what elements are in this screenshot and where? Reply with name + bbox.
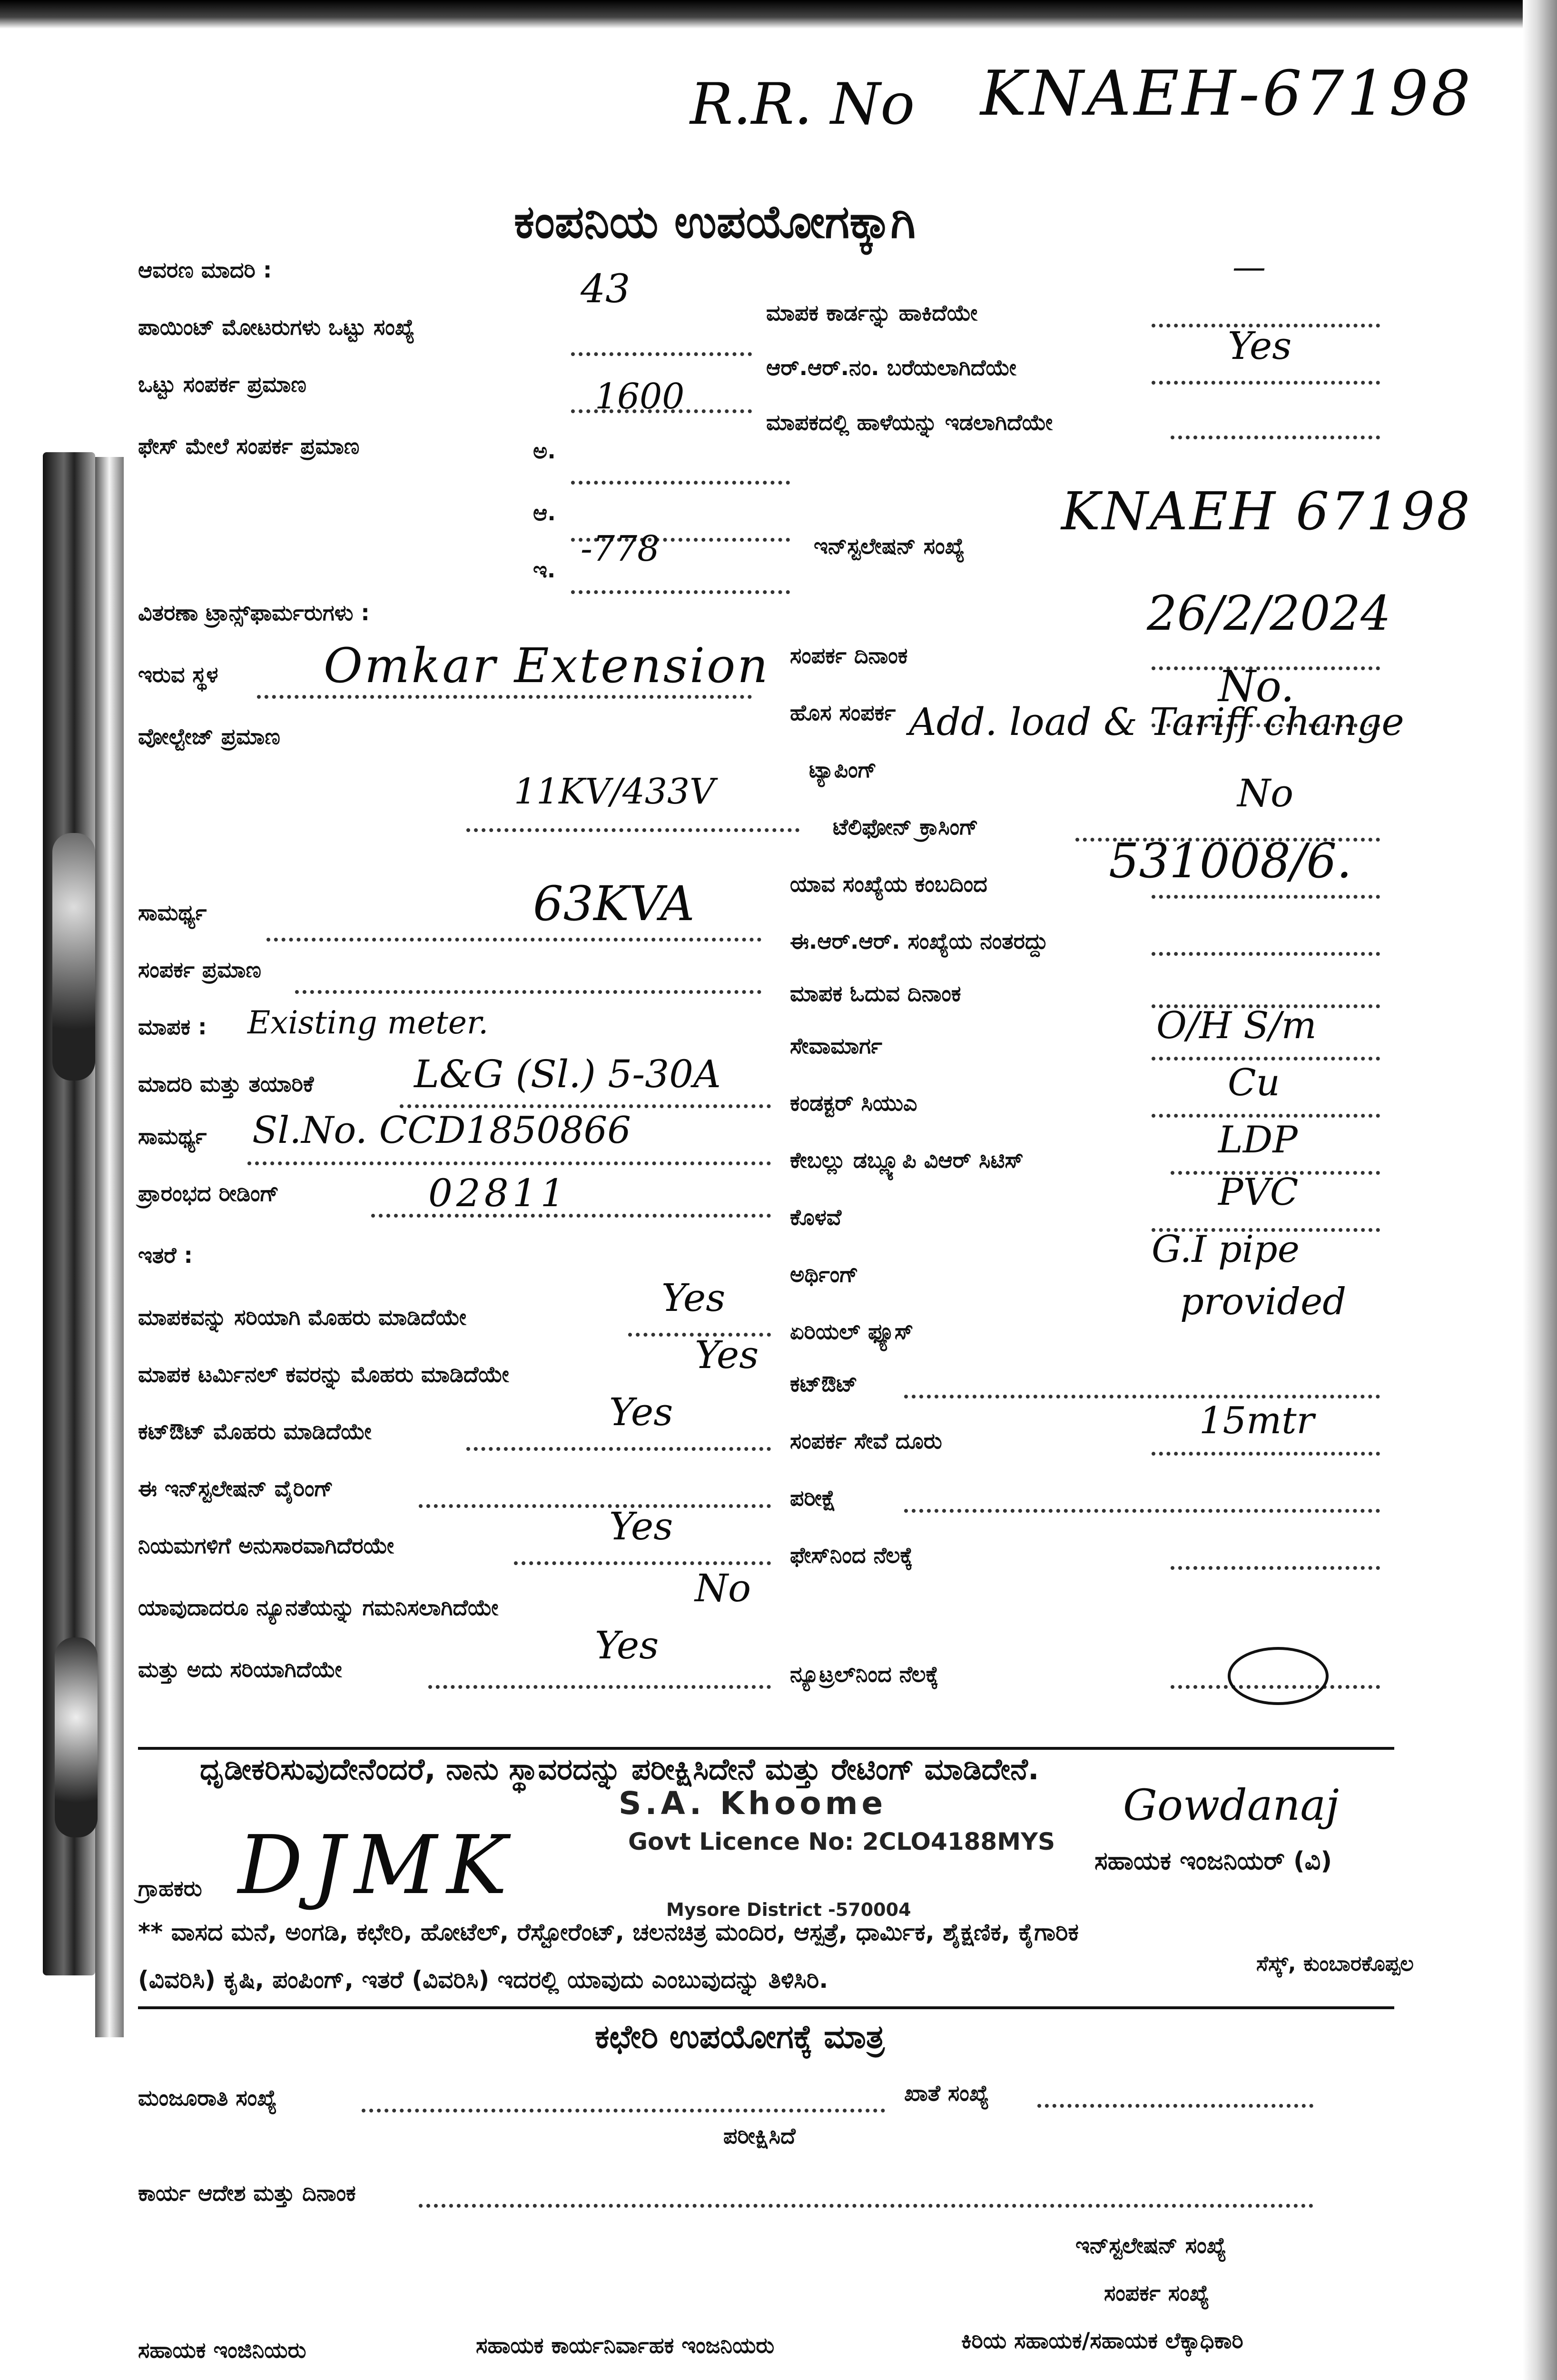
meter-sealed-value: Yes bbox=[661, 1276, 726, 1320]
is-correct-line bbox=[428, 1685, 771, 1689]
certification-rule-bottom bbox=[138, 2006, 1394, 2009]
voltage-line bbox=[466, 828, 799, 832]
tapping-value: Add. load & Tariff change bbox=[909, 700, 1404, 744]
transformer-heading: ವಿತರಣಾ ಟ್ರಾನ್ಸ್‌ಫಾರ್ಮರುಗಳು : bbox=[138, 600, 370, 625]
stamp-district: Mysore District -570004 bbox=[666, 1899, 911, 1920]
voltage-value: 11KV/433V bbox=[514, 771, 715, 812]
location-label: ಇರುವ ಸ್ಥಳ bbox=[138, 662, 218, 687]
capacity-line bbox=[266, 938, 761, 942]
point-motors-label: ಪಾಯಿಂಟ್ ಮೋಟರುಗಳು ಒಟ್ಟು ಸಂಖ್ಯೆ bbox=[138, 314, 415, 340]
service-distance-line bbox=[1152, 1452, 1380, 1456]
aerial-fuse-label: ಏರಿಯಲ್ ಫ್ಯೂಸ್ bbox=[790, 1319, 914, 1344]
cable-label: ಕೇಬಲ್ಲು ಡಬ್ಲ್ಯೂಪಿ ವಿಆರ್ ಸಿಟಿಸ್ bbox=[790, 1147, 1024, 1173]
rules-conform-value: Yes bbox=[609, 1504, 673, 1548]
rules-conform-line bbox=[514, 1561, 771, 1565]
test-label: ಪರೀಕ್ಷೆ bbox=[790, 1485, 836, 1511]
customer-label: ಗ್ರಾಹಕರು bbox=[138, 1875, 202, 1901]
telephone-crossing-value: No bbox=[1237, 771, 1294, 815]
company-use-title: ಕಂಪನಿಯ ಉಪಯೋಗಕ್ಕಾಗಿ bbox=[514, 195, 916, 248]
sheet-kept-line bbox=[1171, 436, 1380, 439]
initial-reading-label: ಪ್ರಾರಂಭದ ರೀಡಿಂಗ್ bbox=[138, 1180, 279, 1206]
phase-value: -778 bbox=[581, 528, 660, 569]
new-connection-label: ಹೊಸ ಸಂಪರ್ಕ bbox=[790, 700, 896, 725]
total-load-value: 1600 bbox=[595, 376, 685, 417]
wiring-line bbox=[419, 1504, 771, 1508]
engineer-signature: Gowdanaj bbox=[1123, 1780, 1339, 1830]
location-value: Omkar Extension bbox=[324, 638, 770, 694]
installation-no-label: ಇನ್‌ಸ್ಟಲೇಷನ್ ಸಂಖ್ಯೆ bbox=[814, 533, 965, 559]
service-distance-value: 15mtr bbox=[1199, 1399, 1314, 1442]
service-line-label: ಸೇವಾಮಾರ್ಗ bbox=[790, 1033, 882, 1059]
tapping-label: ಟ್ಯಾಪಿಂಗ್ bbox=[809, 757, 877, 783]
phase-load-label: ಫೇಸ್ ಮೇಲೆ ಸಂಪರ್ಕ ಪ್ರಮಾಣ bbox=[138, 433, 360, 459]
certification-text: ಧೃಡೀಕರಿಸುವುದೇನೆಂದರೆ, ನಾನು ಸ್ಥಾವರದನ್ನು ಪರೀಕ್ಷಿಸಿದೇನೆ ಮತ್ತು ರೇಟಿಂಗ್ ಮಾಡಿದೇನೆ. bbox=[200, 1752, 1039, 1786]
premise-type-value: 43 bbox=[581, 267, 631, 312]
cutout-label: ಕಟ್‌ಔಟ್ bbox=[790, 1371, 858, 1397]
service-line-value: O/H S/m bbox=[1156, 1004, 1317, 1047]
installation-number-label: ಇನ್‌ಸ್ಟಲೇಷನ್ ಸಂಖ್ಯೆ bbox=[1075, 2232, 1227, 2258]
sheet-kept-label: ಮಾಪಕದಲ್ಲಿ ಹಾಳೆಯನ್ನು ಇಡಲಾಗಿದೆಯೇ bbox=[766, 409, 1053, 435]
earthing-value: G.I pipe bbox=[1152, 1228, 1300, 1271]
certification-rule-top bbox=[138, 1747, 1394, 1750]
phase-c-line bbox=[571, 590, 790, 594]
scan-top-edge bbox=[0, 0, 1557, 29]
phase-to-earth-label: ಫೇಸ್‌ನಿಂದ ನೆಲಕ್ಕೆ bbox=[790, 1542, 913, 1568]
rr-number: KNAEH-67198 bbox=[980, 57, 1474, 129]
cable-value: LDP bbox=[1218, 1119, 1298, 1161]
connection-number-label: ಸಂಪರ್ಕ ಸಂಖ್ಯೆ bbox=[1104, 2280, 1210, 2306]
pole-number-value: 531008/6. bbox=[1109, 833, 1352, 889]
is-correct-value: Yes bbox=[595, 1623, 659, 1667]
signatory-aee: ಸಹಾಯಕ ಕಾರ್ಯನಿರ್ವಾಹಕ ಇಂಜನಿಯರು bbox=[476, 2332, 775, 2358]
voltage-label: ವೋಲ್ಟೇಜ್ ಪ್ರಮಾಣ bbox=[138, 724, 280, 749]
terminal-cover-value: Yes bbox=[695, 1333, 759, 1377]
meter-capacity-value: Sl.No. CCD1850866 bbox=[252, 1109, 631, 1152]
pole-number-label: ಯಾವ ಸಂಖ್ಯೆಯ ಕಂಬದಿಂದ bbox=[790, 871, 987, 897]
sanction-no-label: ಮಂಜೂರಾತಿ ಸಂಖ್ಯೆ bbox=[138, 2085, 277, 2111]
note-right: ಸೆಸ್ಕ್, ಕುಂಬಾರಕೊಪ್ಪಲ bbox=[1256, 1952, 1414, 1976]
meter-capacity-label: ಸಾಮರ್ಥ್ಯ bbox=[138, 1123, 207, 1149]
location-line bbox=[257, 695, 752, 699]
meter-label: ಮಾಪಕ : bbox=[138, 1014, 207, 1040]
cutout-sealed-line bbox=[466, 1447, 771, 1451]
connection-date-label: ಸಂಪರ್ಕ ದಿನಾಂಕ bbox=[790, 643, 908, 668]
phase-to-earth-line bbox=[1171, 1566, 1380, 1570]
account-no-label: ಖಾತೆ ಸಂಖ್ಯೆ bbox=[904, 2080, 989, 2106]
customer-signature: DJMK bbox=[238, 1818, 517, 1913]
total-load-label: ಒಟ್ಟು ಸಂಪರ್ಕ ಪ್ರಮಾಣ bbox=[138, 371, 306, 397]
work-order-line bbox=[419, 2204, 1313, 2208]
meter-read-date-label: ಮಾಪಕ ಓದುವ ದಿನಾಂಕ bbox=[790, 981, 961, 1006]
account-no-line bbox=[1037, 2104, 1313, 2108]
err-after-line bbox=[1152, 952, 1380, 956]
phase-b-prefix: ಆ. bbox=[533, 500, 556, 526]
service-line-line bbox=[1152, 1057, 1380, 1061]
rr-label: R.R. No bbox=[690, 71, 915, 138]
cutout-line bbox=[904, 1395, 1380, 1398]
meter-card-label: ಮಾಪಕ ಕಾರ್ಡನ್ನು ಹಾಕಿದೆಯೇ bbox=[766, 300, 978, 326]
model-make-value: L&G (Sl.) 5-30A bbox=[414, 1052, 721, 1096]
signatory-ae: ಸಹಾಯಕ ಇಂಜಿನಿಯರು bbox=[138, 2337, 306, 2363]
cutout-sealed-label: ಕಟ್‌ಔಟ್ ಮೊಹರು ಮಾಡಿದೆಯೇ bbox=[138, 1418, 372, 1444]
office-use-title: ಕಛೇರಿ ಉಪಯೋಗಕ್ಕೆ ಮಾತ್ರ bbox=[595, 2018, 885, 2056]
contact-load-line bbox=[295, 990, 761, 994]
signatory-accounts: ಕಿರಿಯ ಸಹಾಯಕ/ಸಹಾಯಕ ಲೆಕ್ಕಾಧಿಕಾರಿ bbox=[961, 2328, 1243, 2353]
contact-load-label: ಸಂಪರ್ಕ ಪ್ರಮಾಣ bbox=[138, 957, 261, 982]
initial-reading-line bbox=[371, 1214, 771, 1218]
stamp-licence: Govt Licence No: 2CLO4188MYS bbox=[628, 1828, 1055, 1855]
note-line-2: (ವಿವರಿಸಿ) ಕೃಷಿ, ಪಂಪಿಂಗ್, ಇತರೆ (ವಿವರಿಸಿ) ಇದರಲ್ಲಿ ಯಾವುದು ಎಂಬುವುದನ್ನು ತಿಳಿಸಿರಿ. bbox=[138, 1966, 828, 1993]
telephone-crossing-label: ಟೆಲಿಫೋನ್ ಕ್ರಾಸಿಂಗ್ bbox=[833, 814, 978, 840]
new-connection-value: No. bbox=[1218, 662, 1294, 712]
association-emblem-icon bbox=[695, 2375, 847, 2380]
phase-a-prefix: ಅ. bbox=[533, 438, 556, 464]
meter-sealed-label: ಮಾಪಕವನ್ನು ಸರಿಯಾಗಿ ಮೊಹರು ಮಾಡಿದೆಯೇ bbox=[138, 1304, 466, 1330]
work-order-label: ಕಾರ್ಯ ಆದೇಶ ಮತ್ತು ದಿನಾಂಕ bbox=[138, 2180, 356, 2206]
sanction-no-line bbox=[362, 2109, 885, 2112]
checked-label: ಪರೀಕ್ಷಿಸಿದೆ bbox=[723, 2123, 796, 2149]
neutral-to-earth-scribble bbox=[1228, 1647, 1329, 1705]
premise-type-label: ಆವರಣ ಮಾದರಿ : bbox=[138, 257, 272, 283]
terminal-cover-label: ಮಾಪಕ ಟರ್ಮಿನಲ್ ಕವರನ್ನು ಮೊಹರು ಮಾಡಿದೆಯೇ bbox=[138, 1361, 509, 1387]
earthing-label: ಅರ್ಥಿಂಗ್ bbox=[790, 1261, 859, 1287]
neutral-to-earth-label: ನ್ಯೂಟ್ರಲ್‌ನಿಂದ ನೆಲಕ್ಕೆ bbox=[790, 1661, 939, 1687]
note-line-1: ** ವಾಸದ ಮನೆ, ಅಂಗಡಿ, ಕಛೇರಿ, ಹೋಟೆಲ್, ರೆಸ್ಟೋರೆಂಟ್, ಚಲನಚಿತ್ರ ಮಂದಿರ, ಆಸ್ಪತ್ರೆ, ಧಾರ್ಮಿಕ, ಶೈಕ್ಷಣಿಕ, ಕೈಗಾರಿಕ bbox=[138, 1918, 1079, 1946]
rr-written-line bbox=[1152, 381, 1380, 385]
service-distance-label: ಸಂಪರ್ಕ ಸೇವೆ ದೂರು bbox=[790, 1428, 942, 1454]
test-line bbox=[904, 1509, 1380, 1513]
meter-card-value: — bbox=[1232, 248, 1266, 287]
defect-noticed-label: ಯಾವುದಾದರೂ ನ್ಯೂನತೆಯನ್ನು ಗಮನಿಸಲಾಗಿದೆಯೇ bbox=[138, 1595, 499, 1620]
scan-right-edge bbox=[1523, 0, 1557, 2380]
installation-no-value: KNAEH 67198 bbox=[1061, 481, 1472, 542]
model-make-line bbox=[400, 1104, 771, 1108]
engineer-label: ಸಹಾಯಕ ಇಂಜನಿಯರ್ (ವಿ) bbox=[1094, 1847, 1332, 1875]
others-heading: ಇತರೆ : bbox=[138, 1242, 193, 1268]
initial-reading-value: 02811 bbox=[428, 1171, 569, 1215]
phase-c-prefix: ಇ. bbox=[533, 557, 556, 583]
conductor-label: ಕಂಡಕ್ಟರ್ ಸಿಯುಎ bbox=[790, 1090, 917, 1116]
err-after-label: ಈ.ಆರ್.ಆರ್. ಸಂಖ್ಯೆಯ ನಂತರದ್ದು bbox=[790, 928, 1048, 954]
binder-clip-bottom bbox=[55, 1637, 98, 1837]
total-load-line bbox=[571, 409, 752, 413]
connection-date-value: 26/2/2024 bbox=[1147, 585, 1391, 641]
phase-a-line bbox=[571, 481, 790, 485]
pole-number-line bbox=[1152, 895, 1380, 899]
rr-written-label: ಆರ್.ಆರ್.ನಂ. ಬರೆಯಲಾಗಿದೆಯೇ bbox=[766, 355, 1016, 380]
binder-rod bbox=[95, 457, 124, 2037]
meter-value: Existing meter. bbox=[247, 1004, 489, 1041]
conduit-value: PVC bbox=[1218, 1171, 1299, 1214]
conduit-label: ಕೊಳವೆ bbox=[790, 1204, 842, 1230]
conductor-line bbox=[1152, 1114, 1380, 1118]
model-make-label: ಮಾದರಿ ಮತ್ತು ತಯಾರಿಕೆ bbox=[138, 1071, 314, 1097]
rr-written-value: Yes bbox=[1228, 324, 1292, 368]
point-motors-line bbox=[571, 352, 752, 356]
binder-clip-top bbox=[52, 833, 95, 1081]
wiring-label: ಈ ಇನ್‌ಸ್ಟಲೇಷನ್ ವೈರಿಂಗ್ bbox=[138, 1476, 334, 1501]
is-correct-label: ಮತ್ತು ಅದು ಸರಿಯಾಗಿದೆಯೇ bbox=[138, 1656, 342, 1682]
aerial-fuse-value: provided bbox=[1180, 1280, 1347, 1323]
capacity-value: 63KVA bbox=[533, 876, 695, 932]
defect-noticed-value: No bbox=[695, 1566, 751, 1610]
rules-conform-label: ನಿಯಮಗಳಿಗೆ ಅನುಸಾರವಾಗಿದೆರಯೇ bbox=[138, 1533, 394, 1558]
conductor-value: Cu bbox=[1228, 1061, 1280, 1104]
meter-capacity-line bbox=[247, 1161, 771, 1165]
stamp-name: S.A. Khoome bbox=[619, 1785, 887, 1822]
capacity-label: ಸಾಮರ್ಥ್ಯ bbox=[138, 900, 207, 925]
cutout-sealed-value: Yes bbox=[609, 1390, 673, 1434]
